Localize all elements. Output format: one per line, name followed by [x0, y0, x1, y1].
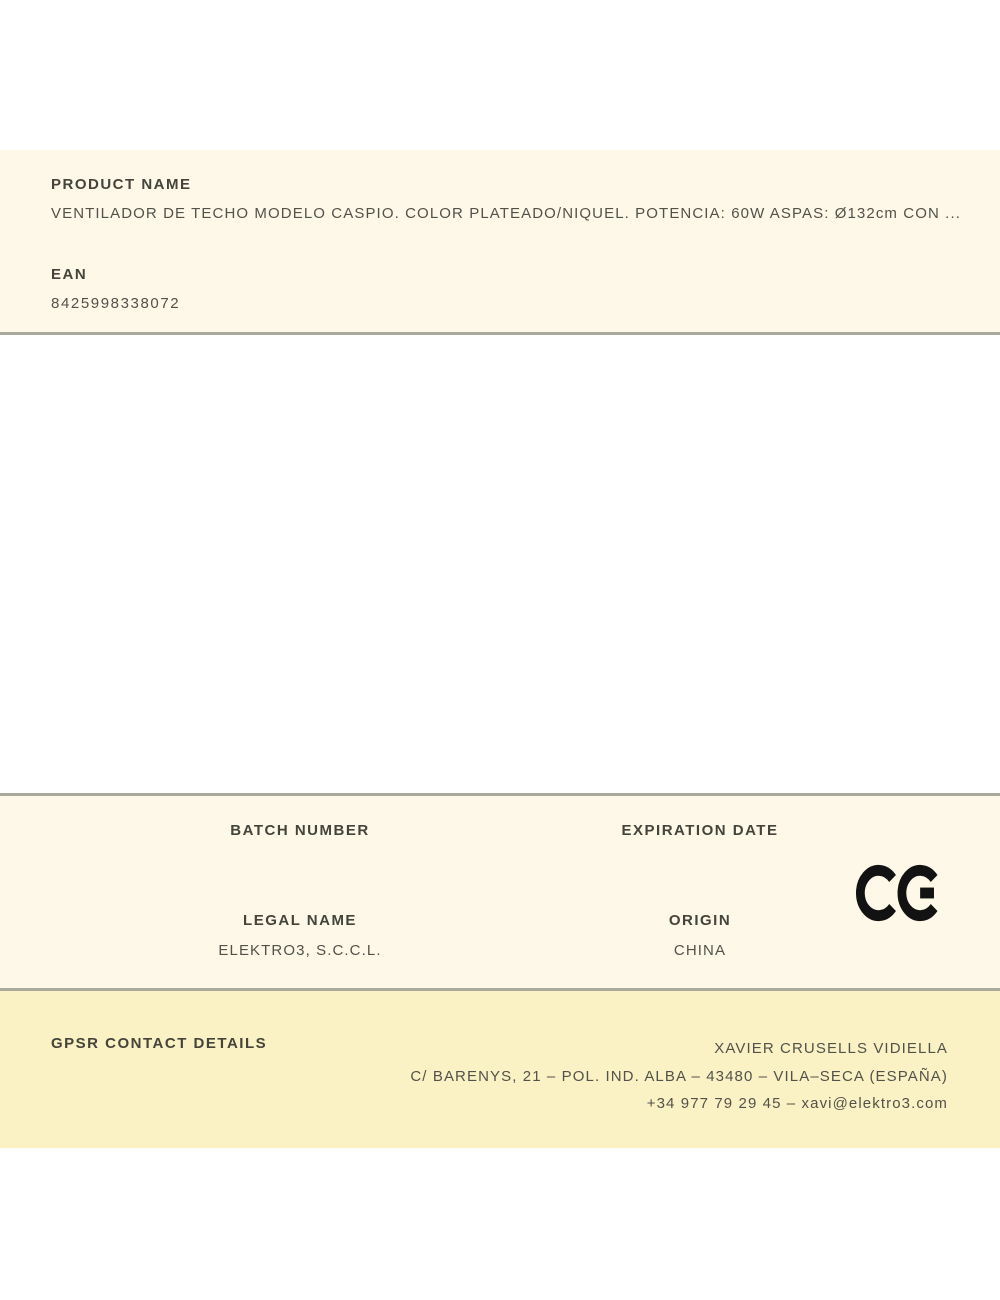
legal-name-value: ELEKTRO3, S.C.C.L.: [218, 942, 382, 959]
gpsr-contact-lines: [410, 1035, 948, 1118]
expiration-date-block: [500, 822, 900, 852]
ean-value: 8425998338072: [51, 295, 181, 312]
ce-mark-icon: [856, 864, 942, 922]
gpsr-contact-section: [0, 991, 1000, 1148]
expiration-date-label: EXPIRATION DATE: [621, 822, 779, 839]
contact-address: C/ BARENYS, 21 – POL. IND. ALBA – 43480 – VILA–SECA (ESPAÑA): [410, 1067, 948, 1085]
contact-person-name: XAVIER CRUSELLS VIDIELLA: [714, 1040, 948, 1057]
origin-block: [500, 912, 900, 959]
batch-number-label: BATCH NUMBER: [230, 822, 370, 839]
ean-label: EAN: [51, 266, 88, 283]
product-name-value: VENTILADOR DE TECHO MODELO CASPIO. COLOR PLATEADO/NIQUEL. POTENCIA: 60W ASPAS: Ø132cm CON ...: [51, 205, 961, 222]
batch-number-block: [100, 822, 500, 852]
origin-label: ORIGIN: [668, 912, 732, 929]
legal-name-label: LEGAL NAME: [243, 912, 357, 929]
gpsr-contact-label: GPSR CONTACT DETAILS: [51, 1035, 268, 1052]
contact-phone-email: +34 977 79 29 45 – xavi@elektro3.com: [646, 1095, 948, 1112]
legal-name-block: [100, 912, 500, 959]
product-section: [0, 150, 1000, 335]
product-name-label: PRODUCT NAME: [51, 176, 192, 193]
origin-value: CHINA: [673, 942, 727, 959]
batch-section: [0, 793, 1000, 991]
